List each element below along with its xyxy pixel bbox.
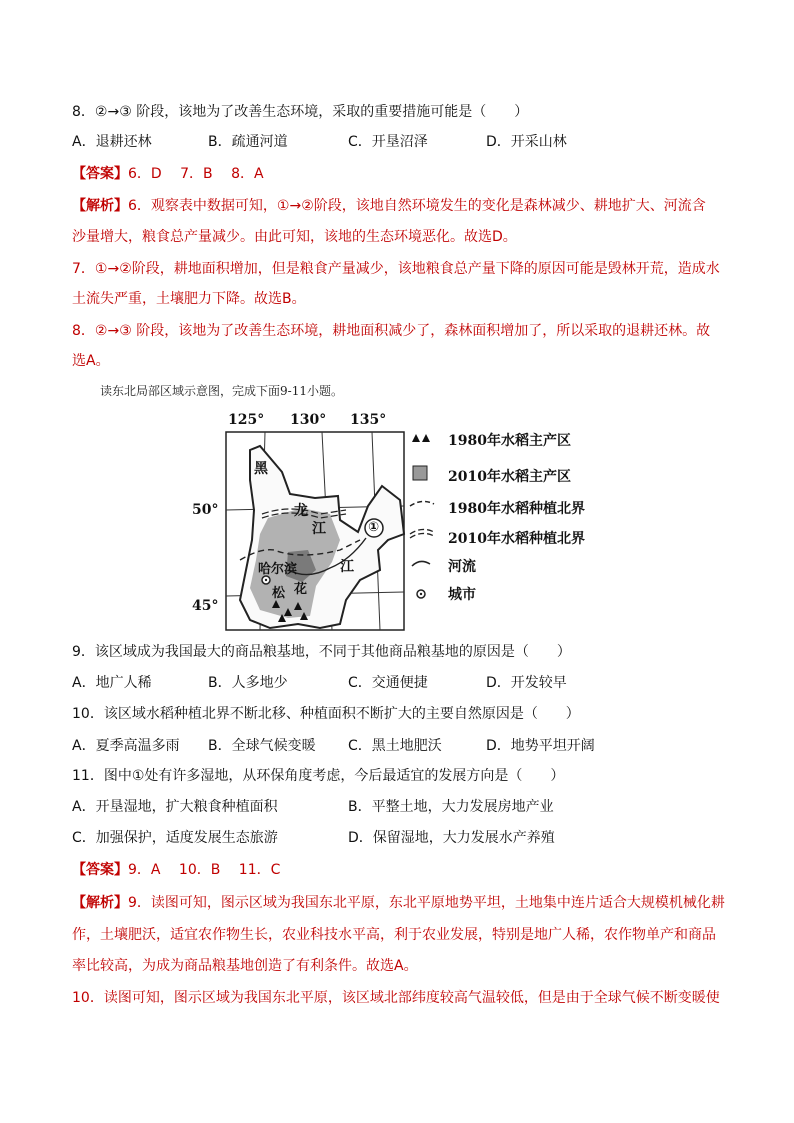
q10-option-a: A．夏季高温多雨	[72, 738, 180, 754]
q8-option-c: C．开垦沼泽	[348, 134, 428, 150]
city-label-harbin: 哈尔滨	[258, 562, 298, 577]
q11-option-b: B．平整土地，大力发展房地产业	[348, 799, 554, 815]
lon-label-130: 130°	[290, 412, 327, 428]
legend-triangles-icon	[412, 434, 430, 442]
lon-label-135: 135°	[350, 412, 387, 428]
q9-option-a: A．地广人稀	[72, 675, 152, 691]
analysis-text: 6．观察表中数据可知，①→②阶段，该地自然环境发生的变化是森林减少、耕地扩大、河流含	[128, 198, 706, 214]
analysis-text: 9．读图可知，图示区域为我国东北平原，东北平原地势平坦，土地集中连片适合大规模机械化耕	[128, 895, 725, 911]
legend-limit-2010: 2010年水稻种植北界	[448, 531, 585, 547]
answer-tag: 【答案】	[72, 862, 128, 878]
river-label-hei: 黑	[254, 461, 268, 477]
analysis-line: 选A。	[72, 353, 110, 369]
river-label-jiang1: 江	[312, 521, 326, 537]
q11-option-a: A．开垦湿地，扩大粮食种植面积	[72, 799, 278, 815]
map-caption: 读东北局部区域示意图，完成下面9-11小题。	[100, 384, 343, 398]
legend-river-icon	[412, 561, 430, 566]
analysis-tag: 【解析】	[72, 198, 128, 214]
q10-option-b: B．全球气候变暖	[208, 738, 316, 754]
answer-tag: 【答案】	[72, 166, 128, 182]
q10-option-d: D．地势平坦开阔	[486, 738, 595, 754]
wetland-label: ①	[368, 520, 380, 535]
q9-option-c: C．交通便捷	[348, 675, 428, 691]
lat-label-45: 45°	[192, 598, 219, 614]
river-label-long: 龙	[294, 503, 308, 519]
q8-stem: 8．②→③ 阶段，该地为了改善生态环境，采取的重要措施可能是（ ）	[72, 104, 529, 120]
answer-text: 9．A 10．B 11．C	[128, 862, 281, 878]
river-label-song: 松	[272, 586, 286, 601]
legend-limit-1980: 1980年水稻种植北界	[448, 501, 585, 517]
northeast-map-figure	[190, 410, 585, 635]
analysis-line: 沙量增大，粮食总产量减少。由此可知，该地的生态环境恶化。故选D。	[72, 229, 517, 245]
lon-label-125: 125°	[228, 412, 265, 428]
legend-rice-2010: 2010年水稻主产区	[448, 469, 571, 485]
lat-label-50: 50°	[192, 502, 219, 518]
legend-1980-line-icon	[410, 501, 434, 506]
analysis-line: 8．②→③ 阶段，该地为了改善生态环境，耕地面积减少了，森林面积增加了，所以采取的退耕还林。故	[72, 323, 711, 339]
q8-option-d: D．开采山林	[486, 134, 567, 150]
q11-option-c: C．加强保护，适度发展生态旅游	[72, 830, 278, 846]
q9-option-b: B．人多地少	[208, 675, 288, 691]
analysis-line	[72, 894, 725, 912]
river-label-jiang2: 江	[340, 559, 354, 575]
analysis-line: 10．读图可知，图示区域为我国东北平原，该区域北部纬度较高气温较低，但是由于全球气候不断变暖使	[72, 990, 720, 1006]
analysis-line	[72, 197, 706, 215]
q9-stem: 9．该区域成为我国最大的商品粮基地，不同于其他商品粮基地的原因是（ ）	[72, 644, 571, 660]
analysis-line: 7．①→②阶段，耕地面积增加，但是粮食产量减少，该地粮食总产量下降的原因可能是毁林开荒，造成水	[72, 261, 720, 277]
river-label-hua: 花	[294, 582, 308, 597]
analysis-line: 土流失严重，土壤肥力下降。故选B。	[72, 291, 306, 307]
analysis-tag: 【解析】	[72, 895, 128, 911]
analysis-line: 率比较高，为成为商品粮基地创造了有利条件。故选A。	[72, 958, 418, 974]
q8-option-b: B．疏通河道	[208, 134, 288, 150]
q9-option-d: D．开发较早	[486, 675, 567, 691]
legend-shaded-icon	[413, 466, 427, 480]
answer-block-1	[72, 165, 264, 183]
legend-rice-1980: 1980年水稻主产区	[448, 433, 571, 449]
legend-river: 河流	[448, 559, 476, 575]
q11-stem: 11．图中①处有许多湿地，从环保角度考虑，今后最适宜的发展方向是（ ）	[72, 768, 565, 784]
legend-city: 城市	[448, 587, 476, 603]
q10-stem: 10．该区域水稻种植北界不断北移、种植面积不断扩大的主要自然原因是（ ）	[72, 706, 580, 722]
q10-option-c: C．黑土地肥沃	[348, 738, 442, 754]
q8-option-a: A．退耕还林	[72, 134, 152, 150]
answer-block-2	[72, 861, 280, 879]
analysis-line: 作，土壤肥沃，适宜农作物生长，农业科技水平高，利于农业发展，特别是地广人稀，农作物单产和商品	[72, 927, 716, 943]
answer-text: 6．D 7．B 8．A	[128, 166, 264, 182]
q11-option-d: D．保留湿地，大力发展水产养殖	[348, 830, 555, 846]
